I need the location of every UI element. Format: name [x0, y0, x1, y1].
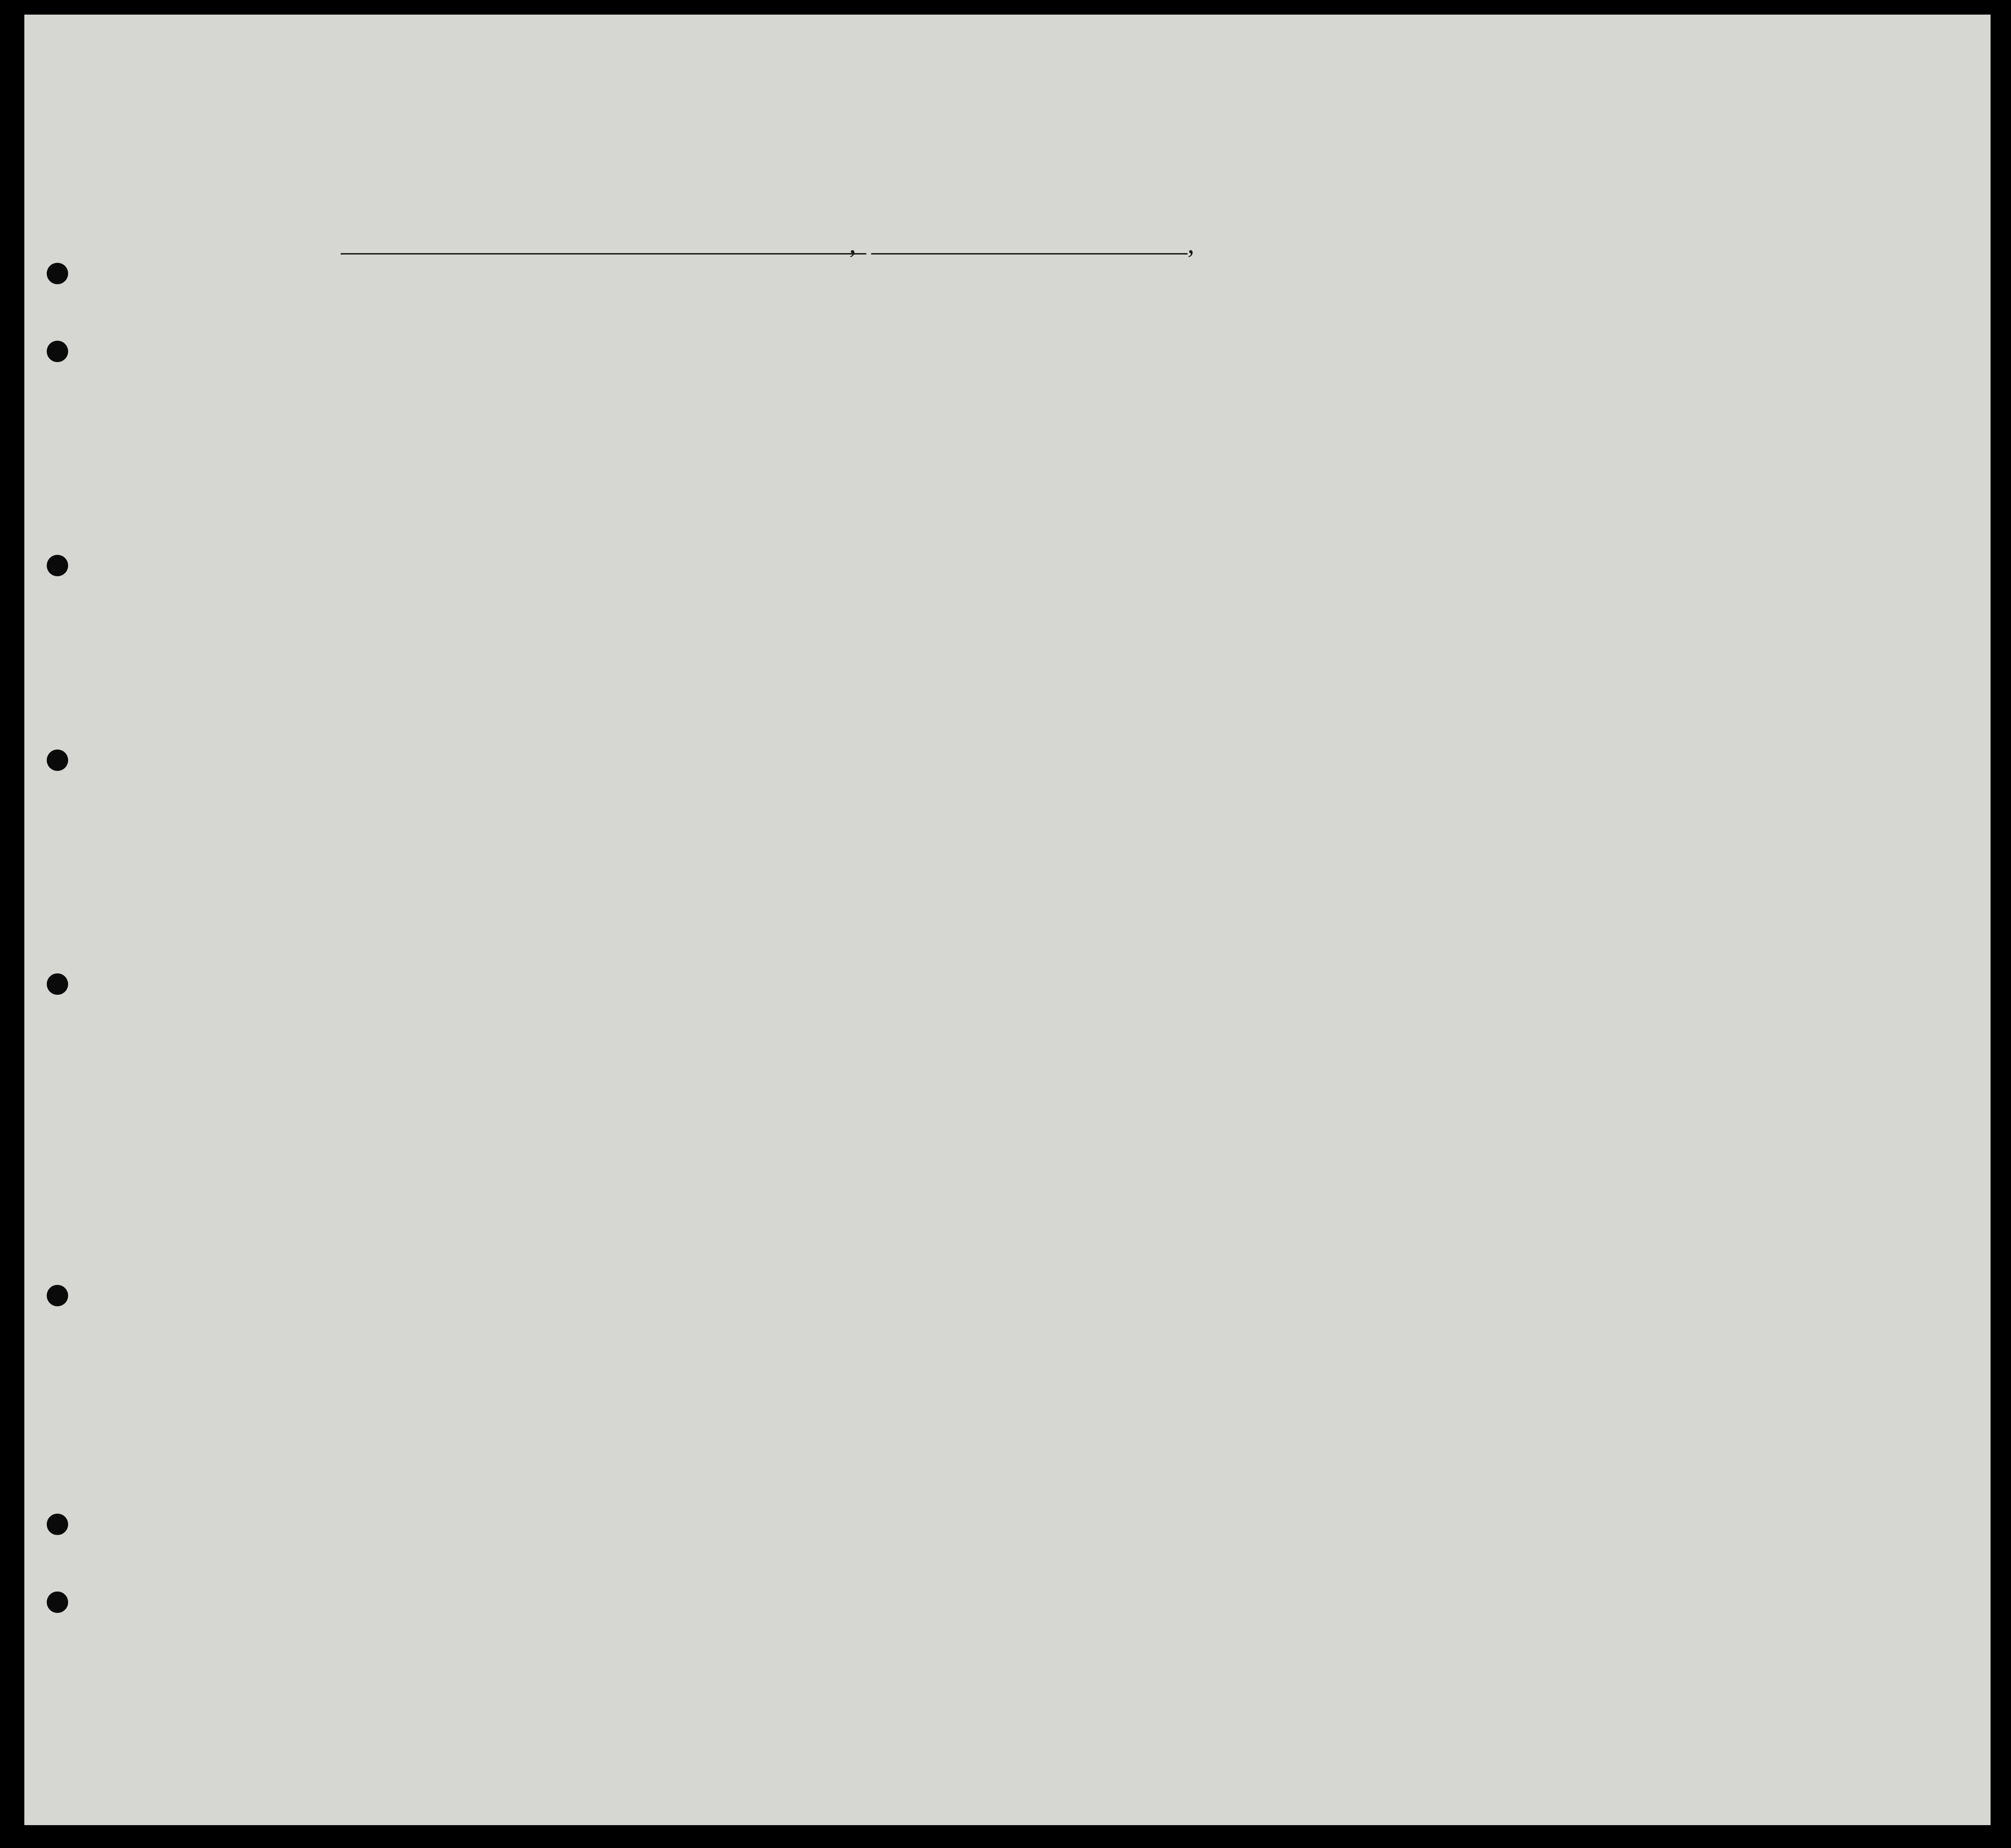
comma: , — [849, 229, 856, 259]
comma: , — [1188, 229, 1194, 259]
